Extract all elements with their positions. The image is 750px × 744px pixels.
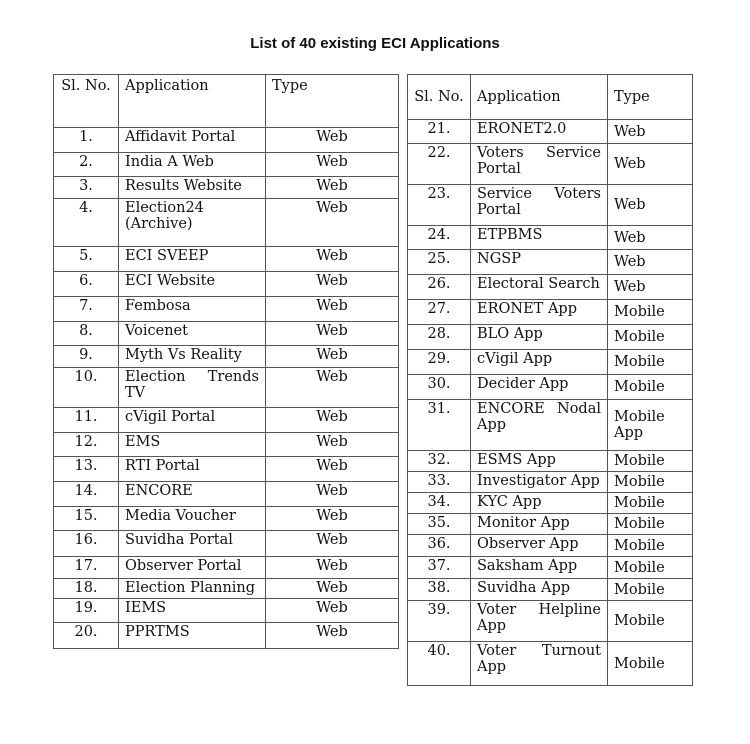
cell-application: Voters Service Portal bbox=[471, 144, 608, 185]
cell-sl-no: 21. bbox=[408, 120, 471, 144]
table-row bbox=[408, 579, 693, 601]
cell-type: Web bbox=[266, 579, 399, 599]
table-row bbox=[54, 247, 399, 272]
cell-sl-no: 40. bbox=[408, 642, 471, 686]
cell-sl-no: 33. bbox=[408, 472, 471, 493]
cell-sl-no: 3. bbox=[54, 177, 119, 199]
table-row bbox=[408, 144, 693, 185]
cell-application: Voter Helpline App bbox=[471, 601, 608, 642]
cell-sl-no: 24. bbox=[408, 226, 471, 250]
table-row bbox=[408, 557, 693, 579]
table-row bbox=[408, 535, 693, 557]
header-type: Type bbox=[266, 75, 399, 128]
cell-application: ERONET2.0 bbox=[471, 120, 608, 144]
table-row bbox=[54, 623, 399, 649]
table-row bbox=[54, 531, 399, 557]
cell-application: Suvidha App bbox=[471, 579, 608, 601]
cell-type: Mobile bbox=[608, 514, 693, 535]
cell-type: Web bbox=[266, 433, 399, 457]
cell-application: IEMS bbox=[119, 599, 266, 623]
table-row bbox=[408, 325, 693, 350]
cell-sl-no: 16. bbox=[54, 531, 119, 557]
table-row bbox=[54, 177, 399, 199]
cell-application: ECI Website bbox=[119, 272, 266, 297]
cell-type: Mobile App bbox=[608, 400, 693, 451]
cell-application: BLO App bbox=[471, 325, 608, 350]
table-row bbox=[408, 472, 693, 493]
cell-application: Results Website bbox=[119, 177, 266, 199]
cell-sl-no: 5. bbox=[54, 247, 119, 272]
table-row bbox=[54, 507, 399, 531]
cell-sl-no: 11. bbox=[54, 408, 119, 433]
cell-type: Web bbox=[266, 482, 399, 507]
cell-type: Web bbox=[266, 247, 399, 272]
table-row bbox=[54, 408, 399, 433]
table-row bbox=[408, 300, 693, 325]
table-row bbox=[54, 272, 399, 297]
cell-type: Web bbox=[266, 599, 399, 623]
cell-type: Web bbox=[608, 275, 693, 300]
cell-type: Web bbox=[266, 346, 399, 368]
cell-type: Web bbox=[266, 128, 399, 153]
cell-sl-no: 19. bbox=[54, 599, 119, 623]
header-sl-no: Sl. No. bbox=[408, 75, 471, 120]
cell-type: Web bbox=[608, 144, 693, 185]
cell-sl-no: 34. bbox=[408, 493, 471, 514]
cell-type: Web bbox=[608, 185, 693, 226]
cell-sl-no: 18. bbox=[54, 579, 119, 599]
cell-type: Mobile bbox=[608, 493, 693, 514]
cell-type: Web bbox=[266, 297, 399, 322]
table-row bbox=[54, 433, 399, 457]
cell-application: ENCORE Nodal App bbox=[471, 400, 608, 451]
cell-sl-no: 12. bbox=[54, 433, 119, 457]
cell-sl-no: 14. bbox=[54, 482, 119, 507]
table-row bbox=[408, 226, 693, 250]
cell-type: Mobile bbox=[608, 350, 693, 375]
cell-type: Web bbox=[266, 177, 399, 199]
cell-sl-no: 10. bbox=[54, 368, 119, 408]
cell-application: ENCORE bbox=[119, 482, 266, 507]
table-row bbox=[54, 579, 399, 599]
cell-application: Election Trends TV bbox=[119, 368, 266, 408]
cell-type: Web bbox=[608, 120, 693, 144]
header-application: Application bbox=[119, 75, 266, 128]
table-row bbox=[408, 642, 693, 686]
cell-application: Suvidha Portal bbox=[119, 531, 266, 557]
cell-application: Investigator App bbox=[471, 472, 608, 493]
cell-application: ERONET App bbox=[471, 300, 608, 325]
cell-sl-no: 30. bbox=[408, 375, 471, 400]
cell-application: Voter Turnout App bbox=[471, 642, 608, 686]
cell-type: Mobile bbox=[608, 557, 693, 579]
cell-sl-no: 1. bbox=[54, 128, 119, 153]
cell-type: Web bbox=[266, 272, 399, 297]
cell-sl-no: 31. bbox=[408, 400, 471, 451]
cell-application: cVigil App bbox=[471, 350, 608, 375]
cell-type: Mobile bbox=[608, 601, 693, 642]
cell-sl-no: 6. bbox=[54, 272, 119, 297]
cell-application: KYC App bbox=[471, 493, 608, 514]
cell-type: Web bbox=[266, 322, 399, 346]
header-sl-no: Sl. No. bbox=[54, 75, 119, 128]
cell-application: Voicenet bbox=[119, 322, 266, 346]
table-header-row bbox=[408, 75, 693, 120]
cell-type: Web bbox=[266, 408, 399, 433]
cell-sl-no: 37. bbox=[408, 557, 471, 579]
cell-sl-no: 26. bbox=[408, 275, 471, 300]
applications-table-right bbox=[407, 74, 693, 686]
cell-type: Web bbox=[266, 531, 399, 557]
cell-type: Mobile bbox=[608, 451, 693, 472]
table-row bbox=[54, 322, 399, 346]
cell-sl-no: 36. bbox=[408, 535, 471, 557]
cell-application: PPRTMS bbox=[119, 623, 266, 649]
table-body-left bbox=[54, 128, 399, 649]
table-row bbox=[408, 375, 693, 400]
table-row bbox=[408, 120, 693, 144]
cell-type: Web bbox=[266, 199, 399, 247]
cell-sl-no: 13. bbox=[54, 457, 119, 482]
table-row bbox=[408, 493, 693, 514]
table-row bbox=[54, 557, 399, 579]
cell-application: Monitor App bbox=[471, 514, 608, 535]
table-row bbox=[54, 599, 399, 623]
table-row bbox=[54, 346, 399, 368]
cell-type: Web bbox=[266, 557, 399, 579]
cell-sl-no: 4. bbox=[54, 199, 119, 247]
cell-application: Election24 (Archive) bbox=[119, 199, 266, 247]
cell-application: Myth Vs Reality bbox=[119, 346, 266, 368]
cell-type: Mobile bbox=[608, 535, 693, 557]
cell-sl-no: 35. bbox=[408, 514, 471, 535]
cell-sl-no: 9. bbox=[54, 346, 119, 368]
cell-sl-no: 22. bbox=[408, 144, 471, 185]
cell-type: Mobile bbox=[608, 579, 693, 601]
cell-sl-no: 15. bbox=[54, 507, 119, 531]
cell-application: Electoral Search bbox=[471, 275, 608, 300]
cell-application: India A Web bbox=[119, 153, 266, 177]
header-type: Type bbox=[608, 75, 693, 120]
table-row bbox=[54, 153, 399, 177]
cell-application: Media Voucher bbox=[119, 507, 266, 531]
table-row bbox=[408, 601, 693, 642]
cell-sl-no: 7. bbox=[54, 297, 119, 322]
cell-application: Observer App bbox=[471, 535, 608, 557]
table-row bbox=[54, 368, 399, 408]
table-row bbox=[54, 128, 399, 153]
cell-sl-no: 38. bbox=[408, 579, 471, 601]
cell-type: Web bbox=[266, 153, 399, 177]
cell-application: Observer Portal bbox=[119, 557, 266, 579]
cell-application: ESMS App bbox=[471, 451, 608, 472]
cell-application: Service Voters Portal bbox=[471, 185, 608, 226]
cell-type: Web bbox=[608, 226, 693, 250]
cell-type: Web bbox=[266, 623, 399, 649]
header-application: Application bbox=[471, 75, 608, 120]
table-row bbox=[408, 250, 693, 275]
table-row bbox=[408, 350, 693, 375]
cell-application: ETPBMS bbox=[471, 226, 608, 250]
cell-application: NGSP bbox=[471, 250, 608, 275]
table-row bbox=[408, 451, 693, 472]
cell-application: EMS bbox=[119, 433, 266, 457]
cell-application: cVigil Portal bbox=[119, 408, 266, 433]
cell-type: Mobile bbox=[608, 325, 693, 350]
table-row bbox=[54, 482, 399, 507]
table-row bbox=[54, 199, 399, 247]
cell-type: Mobile bbox=[608, 642, 693, 686]
cell-sl-no: 17. bbox=[54, 557, 119, 579]
cell-type: Mobile bbox=[608, 300, 693, 325]
cell-application: RTI Portal bbox=[119, 457, 266, 482]
cell-type: Web bbox=[608, 250, 693, 275]
cell-sl-no: 29. bbox=[408, 350, 471, 375]
page-title: List of 40 existing ECI Applications bbox=[250, 35, 500, 52]
cell-application: Decider App bbox=[471, 375, 608, 400]
cell-application: Saksham App bbox=[471, 557, 608, 579]
table-row bbox=[54, 297, 399, 322]
cell-application: ECI SVEEP bbox=[119, 247, 266, 272]
cell-type: Mobile bbox=[608, 472, 693, 493]
cell-sl-no: 25. bbox=[408, 250, 471, 275]
table-row bbox=[408, 275, 693, 300]
cell-sl-no: 28. bbox=[408, 325, 471, 350]
cell-sl-no: 20. bbox=[54, 623, 119, 649]
cell-sl-no: 27. bbox=[408, 300, 471, 325]
cell-application: Affidavit Portal bbox=[119, 128, 266, 153]
table-row bbox=[408, 400, 693, 451]
cell-type: Web bbox=[266, 368, 399, 408]
table-header-row bbox=[54, 75, 399, 128]
applications-table-left bbox=[53, 74, 399, 649]
cell-application: Election Planning bbox=[119, 579, 266, 599]
cell-type: Web bbox=[266, 507, 399, 531]
cell-type: Mobile bbox=[608, 375, 693, 400]
table-body-right bbox=[408, 120, 693, 686]
cell-type: Web bbox=[266, 457, 399, 482]
cell-sl-no: 23. bbox=[408, 185, 471, 226]
cell-sl-no: 32. bbox=[408, 451, 471, 472]
cell-application: Fembosa bbox=[119, 297, 266, 322]
cell-sl-no: 8. bbox=[54, 322, 119, 346]
cell-sl-no: 2. bbox=[54, 153, 119, 177]
table-row bbox=[408, 514, 693, 535]
table-row bbox=[408, 185, 693, 226]
table-row bbox=[54, 457, 399, 482]
cell-sl-no: 39. bbox=[408, 601, 471, 642]
